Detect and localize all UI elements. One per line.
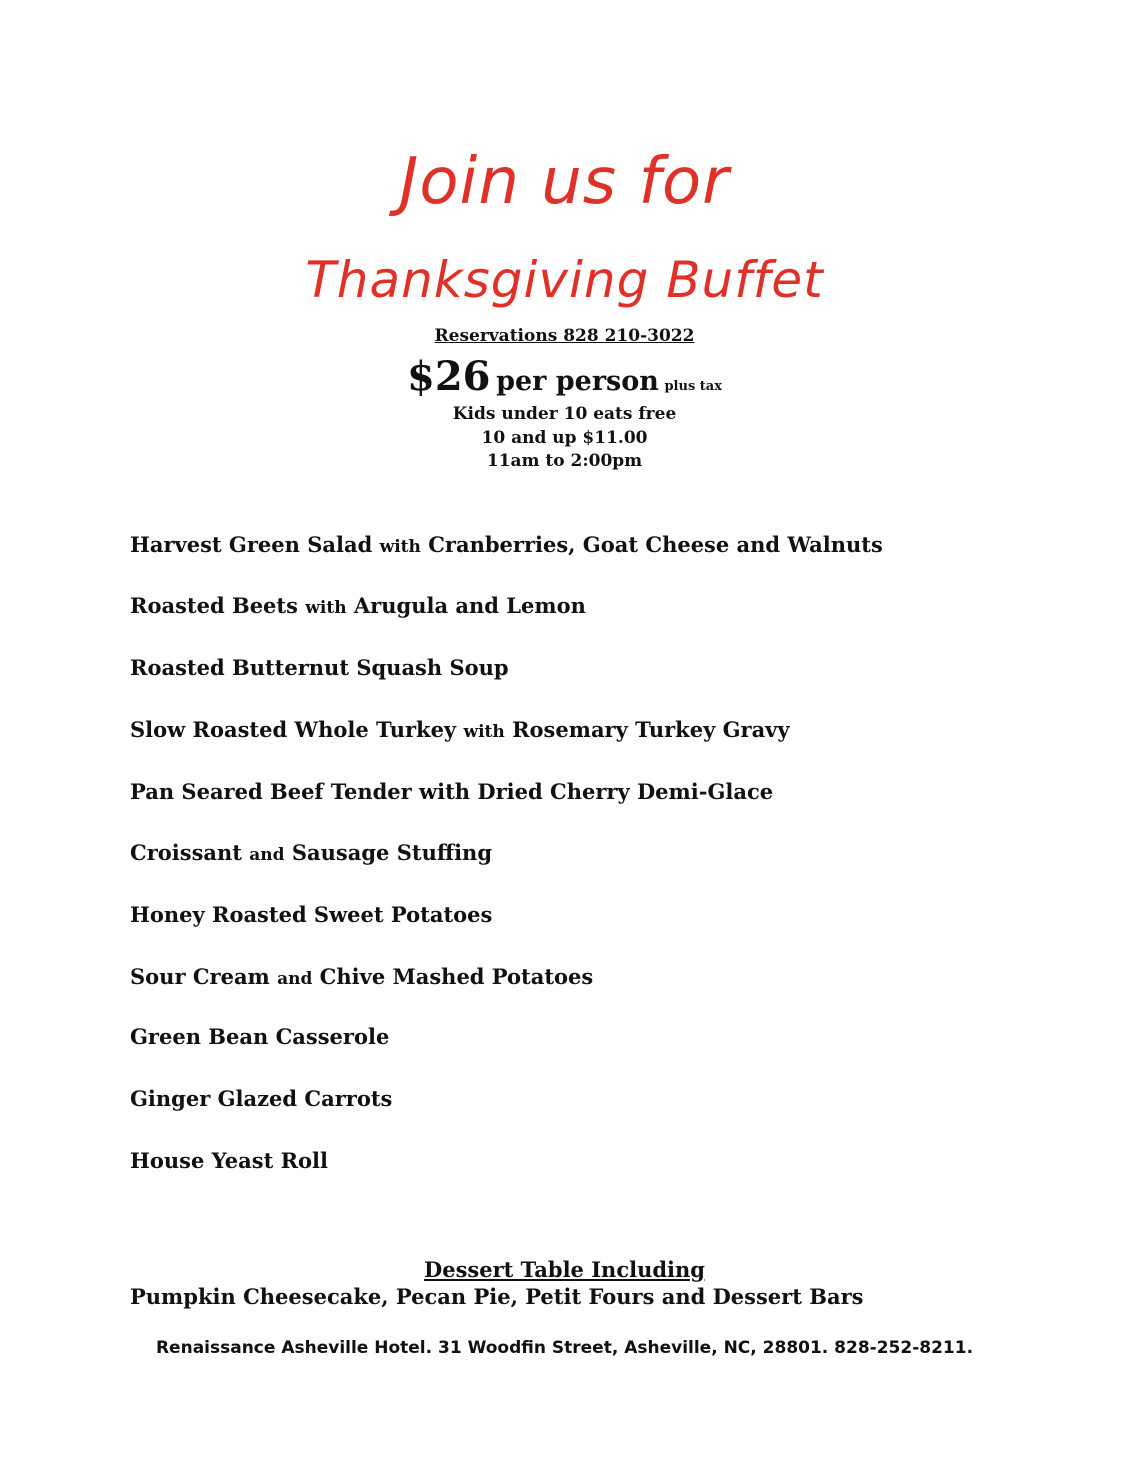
kids-price-note: 10 and up $11.00: [481, 428, 648, 448]
menu-item: [130, 1147, 328, 1175]
menu-item-main: Harvest Green Salad: [130, 532, 373, 557]
menu-item-connector: and: [277, 969, 313, 989]
menu-item-main: Roasted Butternut Squash Soup: [130, 655, 509, 680]
menu-item-main: House Yeast Roll: [130, 1148, 328, 1173]
menu-item-rest: Chive Mashed Potatoes: [319, 964, 594, 989]
menu-item-connector: with: [305, 598, 347, 618]
title-join-us: Join us for: [399, 145, 730, 219]
dessert-heading: Dessert Table Including: [424, 1257, 705, 1282]
menu-item: [130, 654, 509, 682]
menu-item: [130, 1023, 389, 1051]
hotel-address-footer: Renaissance Asheville Hotel. 31 Woodfin Street, Asheville, NC, 28801. 828-252-8211.: [155, 1338, 974, 1358]
price-amount: $26: [407, 353, 491, 400]
price-line: [0, 354, 1129, 410]
reservations-phone: Reservations 828 210-3022: [434, 326, 695, 346]
menu-item-rest: Arugula and Lemon: [353, 593, 586, 618]
menu-item: [130, 901, 492, 929]
dessert-items: Pumpkin Cheesecake, Pecan Pie, Petit Fours and Dessert Bars: [130, 1284, 864, 1309]
menu-item-rest: Rosemary Turkey Gravy: [512, 717, 790, 742]
menu-item-rest: Cranberries, Goat Cheese and Walnuts: [428, 532, 883, 557]
menu-item-connector: with: [379, 537, 421, 557]
menu-item-main: Ginger Glazed Carrots: [130, 1086, 393, 1111]
menu-item-main: Sour Cream: [130, 964, 270, 989]
title-thanksgiving-buffet: Thanksgiving Buffet: [305, 251, 824, 309]
menu-item-main: Croissant: [130, 840, 242, 865]
price-plus-tax: plus tax: [664, 379, 722, 394]
menu-item: [130, 716, 790, 746]
menu-item: [130, 531, 883, 561]
menu-item-main: Green Bean Casserole: [130, 1024, 390, 1049]
menu-item: [130, 778, 773, 806]
price-per-person: per person: [496, 366, 659, 397]
menu-item-main: Slow Roasted Whole Turkey: [130, 717, 457, 742]
menu-item-rest: Sausage Stuffing: [291, 840, 493, 865]
menu-item: [130, 1085, 392, 1113]
buffet-hours: 11am to 2:00pm: [486, 451, 643, 471]
menu-item-connector: and: [249, 845, 285, 865]
menu-item: [130, 963, 593, 993]
kids-free-note: Kids under 10 eats free: [452, 404, 677, 424]
menu-item: [130, 839, 492, 869]
menu-item-connector: with: [463, 722, 505, 742]
menu-item-main: Roasted Beets: [130, 593, 298, 618]
menu-item: [130, 592, 586, 622]
menu-item-main: Honey Roasted Sweet Potatoes: [130, 902, 493, 927]
menu-item-main: Pan Seared Beef Tender with Dried Cherry Demi-Glace: [130, 779, 774, 804]
